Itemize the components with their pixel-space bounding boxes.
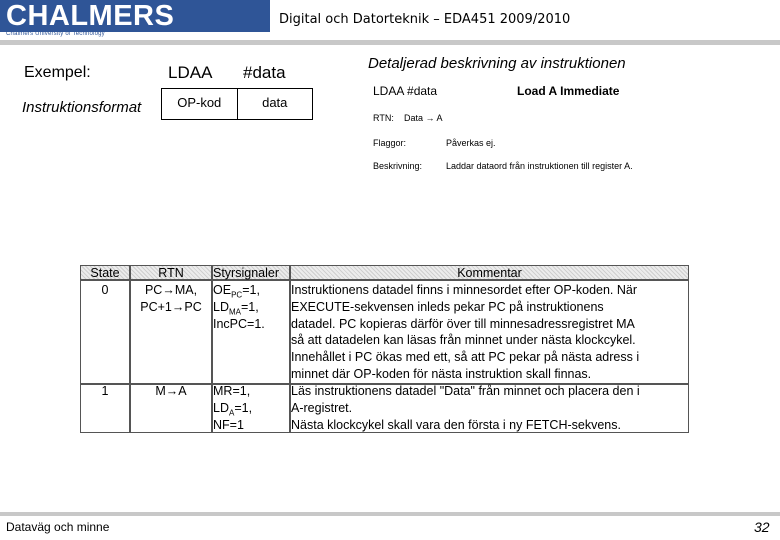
chalmers-logo bbox=[0, 0, 270, 32]
comment-line: EXECUTE-sekvensen inleds pekar PC på instruktionens bbox=[291, 299, 604, 314]
flags-label: Flaggor: bbox=[373, 138, 407, 148]
description-value: Laddar dataord från instruktionen till register A. bbox=[446, 161, 633, 171]
detail-instruction: LDAA #data bbox=[373, 84, 438, 98]
format-label: Instruktionsformat bbox=[22, 99, 142, 116]
signal-line: IncPC=1. bbox=[213, 316, 265, 331]
example-label: Exempel: bbox=[24, 64, 91, 81]
detail-mode: Load A Immediate bbox=[517, 84, 620, 98]
footer-section-title: Dataväg och minne bbox=[6, 520, 110, 534]
table-row-1-signals bbox=[213, 383, 252, 433]
bottom-divider bbox=[0, 512, 780, 516]
format-cell-opcode: OP-kod bbox=[177, 95, 222, 110]
comment-line: minnet där OP-koden för nästa instruktion skall finnas. bbox=[291, 366, 592, 381]
rtn-label: RTN: bbox=[373, 113, 394, 123]
logo-wordmark: CHALMERS bbox=[6, 0, 175, 32]
rtn-line: PC+1→PC bbox=[140, 299, 202, 314]
comment-line: datadel. PC kopieras därför över till minnesadressregistret MA bbox=[291, 316, 635, 331]
table-row-0-state: 0 bbox=[101, 283, 109, 297]
table-row-1-rtn bbox=[131, 383, 211, 400]
table-row-0-signals bbox=[213, 282, 265, 332]
example-operand: #data bbox=[243, 63, 286, 82]
rtn-line: M→A bbox=[155, 384, 187, 398]
example-mnemonic: LDAA bbox=[168, 63, 213, 82]
comment-line: Nästa klockcykel skall vara den första i ny FETCH-sekvens. bbox=[291, 417, 621, 432]
comment-line: Läs instruktionens datadel "Data" från minnet och placera den i bbox=[291, 384, 640, 398]
signal-line: $OE_{PC}=1$, bbox=[213, 283, 260, 300]
table-row-0-comment bbox=[291, 282, 639, 383]
comment-line: A-registret. bbox=[291, 400, 353, 415]
header-signals: Styrsignaler bbox=[213, 266, 279, 280]
flags-value: Påverkas ej. bbox=[446, 138, 496, 148]
description-label: Beskrivning: bbox=[373, 161, 423, 171]
signal-line: MR=1, bbox=[213, 384, 251, 398]
signal-line: $LD_A=1$, bbox=[213, 400, 253, 418]
rtn-value: Data → A bbox=[404, 113, 443, 123]
table-row-0-rtn bbox=[131, 282, 211, 316]
detail-title: Detaljerad beskrivning av instruktionen bbox=[368, 55, 626, 72]
header-comment: Kommentar bbox=[457, 266, 522, 280]
comment-line: så att datadelen kan läsas från minnet under nästa klockcykel. bbox=[291, 333, 636, 348]
table-row-1-state: 1 bbox=[101, 384, 109, 398]
signal-line: $LD_{MA}=1$, bbox=[213, 299, 259, 317]
top-divider bbox=[0, 40, 780, 45]
rtn-line: PC→MA, bbox=[144, 283, 198, 297]
header-state: State bbox=[90, 266, 120, 280]
format-cell-data: data bbox=[237, 89, 313, 119]
comment-line: Innehållet i PC ökas med ett, så att PC pekar på nästa adress i bbox=[291, 350, 640, 365]
state-table bbox=[80, 265, 689, 433]
page-number: 32 bbox=[754, 519, 770, 535]
instruction-format-box bbox=[161, 88, 313, 120]
table-row-1-comment bbox=[291, 383, 640, 433]
header-rtn: RTN bbox=[158, 266, 184, 280]
comment-line: Instruktionens datadel finns i minnesordet efter OP-koden. När bbox=[291, 283, 638, 297]
logo-tagline: Chalmers University of Technology bbox=[6, 31, 105, 37]
signal-line: NF=1 bbox=[213, 417, 244, 432]
course-title: Digital och Datorteknik – EDA451 2009/2010 bbox=[279, 12, 571, 27]
